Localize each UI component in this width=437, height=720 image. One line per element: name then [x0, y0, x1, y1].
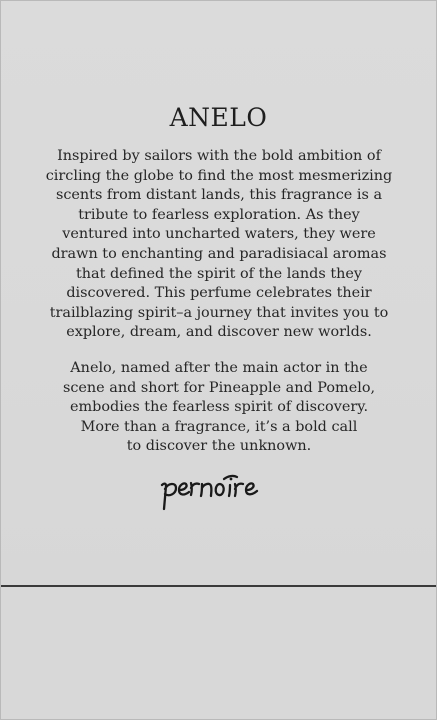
product-title: ANELO: [169, 103, 268, 132]
description-line: embodies the fearless spirit of discovery.: [69, 399, 369, 416]
pernoire-signature-logo: [154, 469, 284, 517]
description-paragraph-2: [21, 359, 417, 457]
card-front-panel: [1, 1, 436, 585]
description-paragraph-1: [21, 147, 417, 343]
brand-logo: [1, 469, 436, 522]
description-line: More than a fragrance, it’s a bold call: [80, 418, 358, 435]
description-line: to discover the unknown.: [126, 438, 312, 455]
card-bottom-panel: [1, 587, 436, 719]
description-line: circling the globe to find the most mesmerizing: [45, 167, 393, 184]
description-line: Anelo, named after the main actor in the: [70, 360, 368, 376]
description-line: drawn to enchanting and paradisiacal aromas: [51, 245, 387, 262]
description-line: tribute to fearless exploration. As they: [78, 206, 360, 223]
description-line: explore, dream, and discover new worlds.: [66, 324, 372, 341]
description-line: scene and short for Pineapple and Pomelo,: [62, 379, 376, 396]
description-line: discovered. This perfume celebrates their: [66, 285, 372, 302]
description-line: trailblazing spirit–a journey that invites you to: [49, 304, 389, 321]
description-line: that defined the spirit of the lands they: [75, 265, 363, 282]
description-line: ventured into uncharted waters, they were: [62, 226, 376, 243]
description-line: Inspired by sailors with the bold ambition of: [57, 148, 381, 164]
description-line: scents from distant lands, this fragrance is a: [55, 187, 383, 204]
